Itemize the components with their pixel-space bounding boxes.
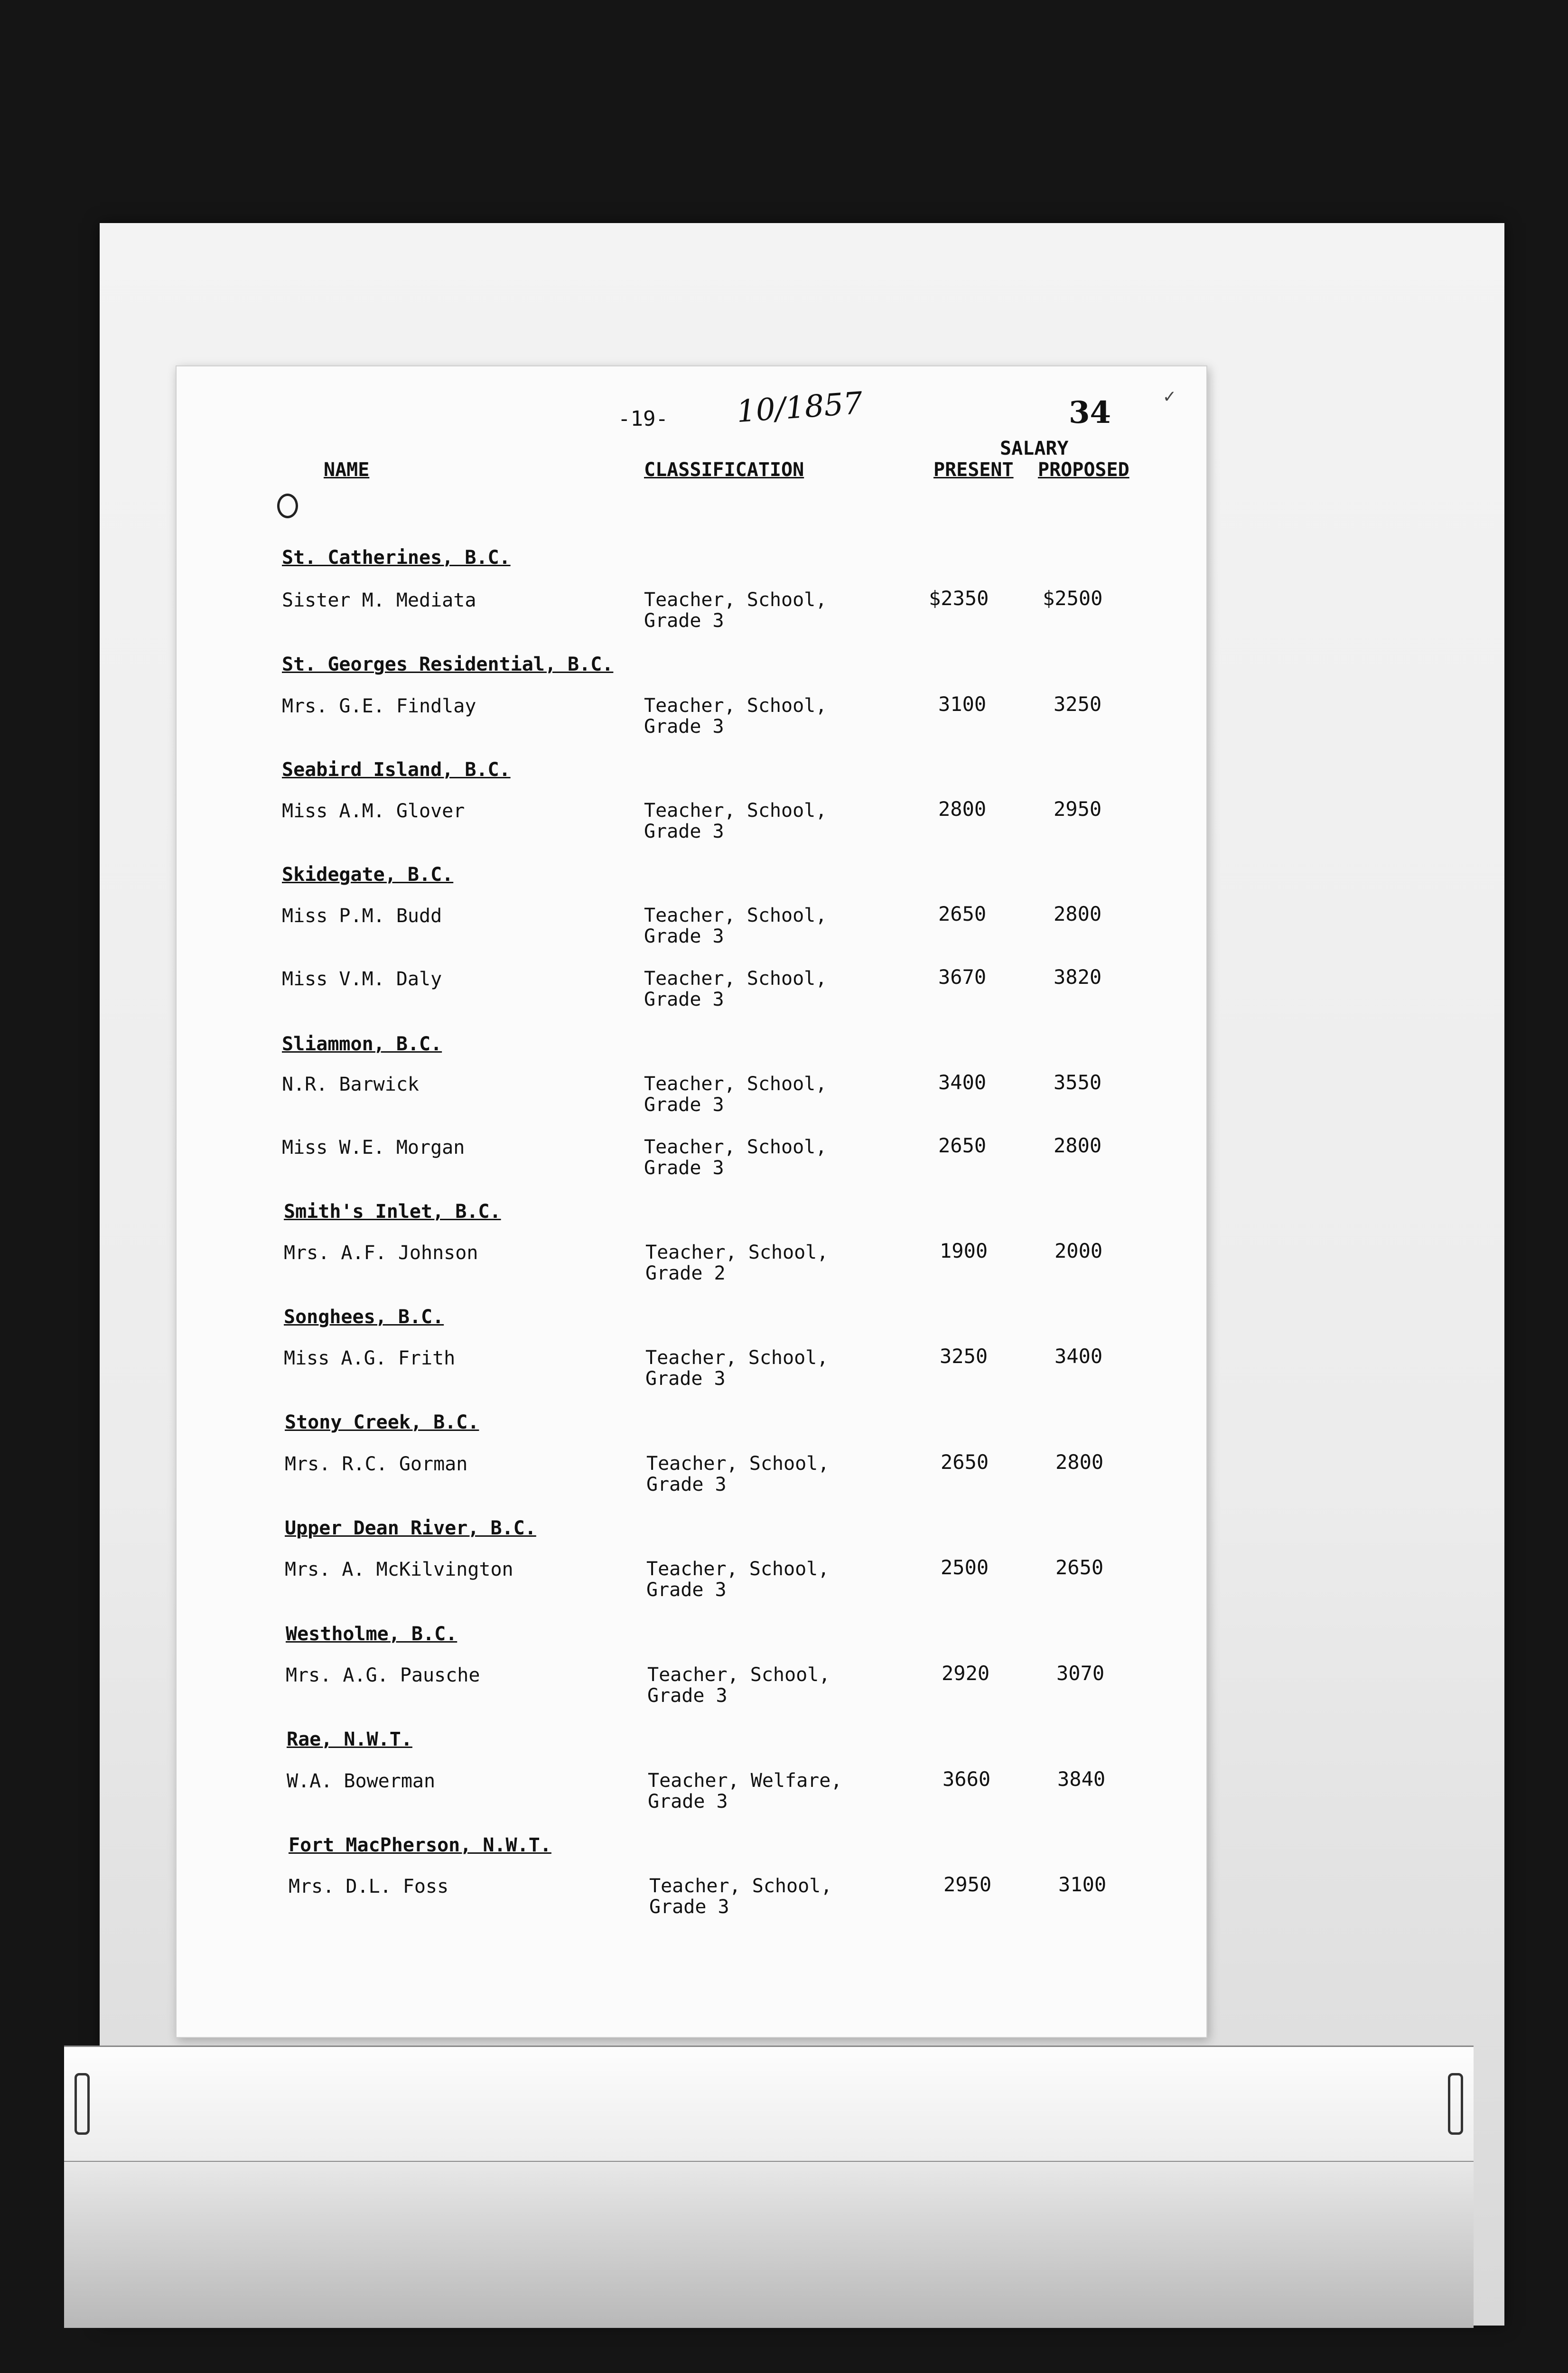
proposed-salary: 3820 [1054,965,1102,989]
handwritten-reference-number: 10/1857 [735,385,864,430]
employee-name: Mrs. A.G. Pausche [286,1664,480,1686]
classification [644,1137,827,1178]
employee-name: Miss A.G. Frith [284,1347,456,1369]
column-header-present: PRESENT [933,459,1014,481]
classification-line-1: Teacher, School, [646,1558,830,1580]
classification-line-1: Teacher, School, [646,1453,830,1475]
location-heading: Westholme, B.C. [286,1623,457,1645]
proposed-salary: 3840 [1057,1767,1106,1791]
classification-line-1: Teacher, School, [649,1875,832,1897]
employee-name: Sister M. Mediata [282,589,476,611]
classification-line-1: Teacher, School, [647,1664,831,1686]
location-heading: St. Catherines, B.C. [282,547,511,569]
proposed-salary: 2950 [1054,797,1102,821]
classification-line-2: Grade 3 [644,821,724,842]
classification-line-2: Grade 3 [646,1579,727,1601]
column-header-name: NAME [324,459,370,481]
location-heading: Smith's Inlet, B.C. [284,1201,501,1223]
present-salary: 3400 [938,1071,987,1094]
classification [645,1347,828,1389]
location-heading: St. Georges Residential, B.C. [282,654,614,675]
classification [649,1876,832,1917]
employee-name: Miss P.M. Budd [282,905,442,927]
present-salary: 2920 [942,1662,990,1685]
classification [646,1453,829,1495]
classification [647,1664,830,1706]
proposed-salary: 2000 [1055,1239,1103,1262]
present-salary: 2650 [938,902,987,925]
proposed-salary: $2500 [1043,587,1103,610]
classification [644,905,827,947]
location-heading: Fort MacPherson, N.W.T. [289,1834,551,1856]
classification-line-1: Teacher, School, [644,1136,827,1158]
present-salary: 3100 [938,692,987,716]
document-page [176,365,1207,2038]
present-salary: 3660 [943,1767,991,1791]
employee-name: Mrs. G.E. Findlay [282,695,476,717]
classification-line-2: Grade 3 [648,1791,728,1812]
location-heading: Sliammon, B.C. [282,1033,442,1055]
check-mark-icon: ✓ [1164,385,1176,407]
classification [646,1559,829,1600]
employee-name: W.A. Bowerman [287,1770,436,1792]
present-salary: 2500 [941,1556,989,1579]
location-heading: Upper Dean River, B.C. [285,1517,536,1539]
proposed-salary: 3250 [1054,692,1102,716]
classification-line-1: Teacher, School, [644,968,827,990]
classification-line-1: Teacher, School, [644,905,827,926]
employee-name: Miss W.E. Morgan [282,1137,465,1158]
present-salary: $2350 [929,587,989,610]
location-heading: Rae, N.W.T. [287,1728,412,1750]
classification-line-1: Teacher, School, [645,1242,829,1263]
binder-clip-band [64,2046,1474,2162]
location-heading: Skidegate, B.C. [282,864,454,886]
classification-line-2: Grade 3 [644,716,724,738]
employee-name: Miss V.M. Daly [282,968,442,990]
classification [644,695,827,737]
classification-line-2: Grade 3 [644,610,724,632]
employee-name: Mrs. A. McKilvington [285,1559,513,1580]
lower-board [64,2162,1474,2328]
classification-line-2: Grade 3 [644,925,724,947]
classification-line-1: Teacher, School, [644,695,827,717]
employee-name: Miss A.M. Glover [282,800,465,822]
proposed-salary: 3400 [1055,1345,1103,1368]
classification [644,589,827,631]
location-heading: Stony Creek, B.C. [285,1411,479,1433]
proposed-salary: 2800 [1054,1134,1102,1157]
present-salary: 2950 [943,1873,992,1896]
classification [644,800,827,842]
classification-line-2: Grade 3 [649,1896,729,1918]
employee-name: Mrs. R.C. Gorman [285,1453,468,1475]
classification [645,1242,828,1284]
column-header-salary: SALARY [1000,438,1069,459]
classification [644,968,827,1010]
column-header-classification: CLASSIFICATION [644,459,804,481]
classification [648,1770,842,1812]
employee-name: N.R. Barwick [282,1074,419,1095]
present-salary: 2800 [938,797,987,821]
binder-clip-icon [1448,2073,1463,2135]
classification-line-2: Grade 3 [647,1685,728,1707]
salary-entries [177,366,1206,2037]
classification-line-2: Grade 2 [645,1262,726,1284]
classification-line-1: Teacher, School, [644,589,827,611]
classification-line-1: Teacher, School, [644,1073,827,1095]
classification-line-1: Teacher, School, [644,800,827,822]
column-header-proposed: PROPOSED [1038,459,1129,481]
proposed-salary: 3070 [1056,1662,1105,1685]
classification-line-2: Grade 3 [644,1094,724,1116]
employee-name: Mrs. D.L. Foss [289,1876,449,1897]
proposed-salary: 3550 [1054,1071,1102,1094]
present-salary: 2650 [941,1450,989,1474]
classification-line-1: Teacher, School, [645,1347,829,1369]
present-salary: 3670 [938,965,987,989]
page-number: -19- [618,407,668,431]
location-heading: Songhees, B.C. [284,1306,444,1328]
present-salary: 2650 [938,1134,987,1157]
classification-line-1: Teacher, Welfare, [648,1770,842,1792]
classification [644,1074,827,1115]
present-salary: 3250 [940,1345,988,1368]
folio-number: 34 [1069,395,1111,430]
proposed-salary: 2650 [1055,1556,1104,1579]
present-salary: 1900 [940,1239,988,1262]
binder-clip-icon [75,2073,90,2135]
classification-line-2: Grade 3 [644,1157,724,1179]
classification-line-2: Grade 3 [644,989,724,1010]
classification-line-2: Grade 3 [646,1474,727,1495]
proposed-salary: 3100 [1058,1873,1107,1896]
employee-name: Mrs. A.F. Johnson [284,1242,478,1264]
proposed-salary: 2800 [1055,1450,1104,1474]
proposed-salary: 2800 [1054,902,1102,925]
classification-line-2: Grade 3 [645,1368,726,1390]
location-heading: Seabird Island, B.C. [282,759,511,781]
